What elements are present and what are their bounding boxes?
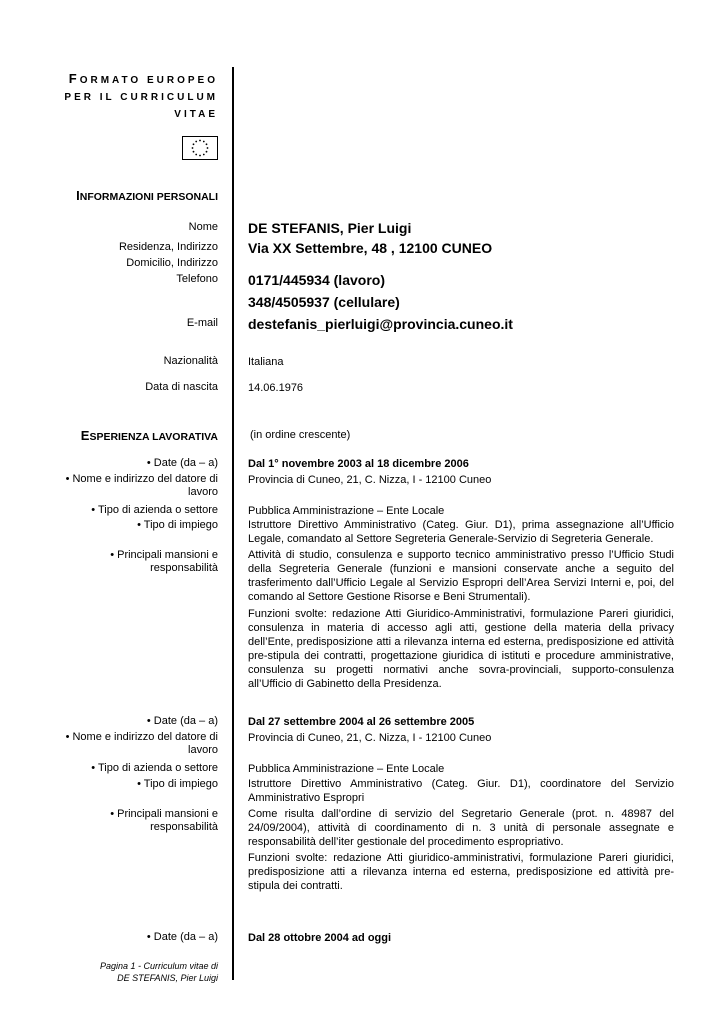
entry-1-job: Istruttore Direttivo Amministrativo (Categ. Giur. D1), prima assegnazione all’Ufficio Legale, comandato al Settore Segreteria Generale-Servizio di Segreteria Generale. <box>248 519 674 545</box>
entry-1-duties-label: • Principali mansioni e responsabilità <box>110 549 218 574</box>
entry-1-duties-2: Funzioni svolte: redazione Atti Giuridico-Amministrativi, formulazione Pareri giuridici, consulenza in materia di accesso agli atti, gestione della materia della privacy dell’Ente, predisposizione atti a rilevanza interna ed esterna, predisposizione ed attività pre-stipula dei contratti, progettazione giuridica di istituti e procedure amministrative, consulenza su progetti normativi anche sovra-provinciali, supporto-consulenza all’Ufficio di Gabinetto della Presidenza. <box>248 608 674 690</box>
entry-2-sector: Pubblica Amministrazione – Ente Locale <box>248 763 445 775</box>
name-value: DE STEFANIS, Pier Luigi <box>248 220 412 236</box>
domicile-label: Domicilio, Indirizzo <box>126 257 218 269</box>
birth-label: Data di nascita <box>145 381 218 393</box>
nationality-value: Italiana <box>248 356 284 368</box>
phone-work: 0171/445934 (lavoro) <box>248 272 385 288</box>
title-line-3: VITAE <box>174 109 218 120</box>
entry-1-date: Dal 1° novembre 2003 al 18 dicembre 2006 <box>248 458 469 470</box>
address-value: Via XX Settembre, 48 , 12100 CUNEO <box>248 240 493 256</box>
section-heading-personal: INFORMAZIONI PERSONALI <box>76 188 218 203</box>
title-line-2: PER IL CURRICULUM <box>64 92 218 103</box>
entry-1-sector: Pubblica Amministrazione – Ente Locale <box>248 505 445 517</box>
eu-stars-circle <box>183 137 217 159</box>
entry-3-date: Dal 28 ottobre 2004 ad oggi <box>248 932 392 944</box>
footer-line-1: Pagina 1 - Curriculum vitae di <box>99 961 218 971</box>
entry-2-job: Istruttore Direttivo Amministrativo (Categ. Giur. D1), coordinatore del Servizio Amministrativo Espropri <box>248 778 674 804</box>
entry-1-sector-label: • Tipo di azienda o settore <box>91 504 218 516</box>
entry-1-employer: Provincia di Cuneo, 21, C. Nizza, I - 12100 Cuneo <box>248 474 492 486</box>
entry-3-date-label: • Date (da – a) <box>146 931 218 943</box>
entry-1-job-label: • Tipo di impiego <box>137 519 218 531</box>
email-label: E-mail <box>186 317 218 329</box>
phone-mobile: 348/4505937 (cellulare) <box>248 294 400 310</box>
entry-1-employer-label: • Nome e indirizzo del datore di lavoro <box>65 473 218 498</box>
entry-2-employer: Provincia di Cuneo, 21, C. Nizza, I - 12100 Cuneo <box>248 732 492 744</box>
page-footer <box>40 960 218 984</box>
entry-1-date-label: • Date (da – a) <box>146 457 218 469</box>
eu-flag-icon <box>182 136 218 160</box>
footer-line-2: DE STEFANIS, Pier Luigi <box>117 973 218 983</box>
residence-label: Residenza, Indirizzo <box>118 241 218 253</box>
entry-2-sector-label: • Tipo di azienda o settore <box>91 762 218 774</box>
section-heading-experience: ESPERIENZA LAVORATIVA <box>80 428 218 443</box>
title-line-1: FORMATO EUROPEO <box>68 71 218 86</box>
phone-label: Telefono <box>176 273 218 285</box>
entry-2-employer-label: • Nome e indirizzo del datore di lavoro <box>65 731 218 756</box>
entry-2-duties-label: • Principali mansioni e responsabilità <box>110 808 218 833</box>
birth-value: 14.06.1976 <box>248 382 304 394</box>
vertical-divider <box>232 67 234 980</box>
entry-2-job-label: • Tipo di impiego <box>137 778 218 790</box>
entry-2-duties-2: Funzioni svolte: redazione Atti giuridico-amministrativi, formulazione Pareri giuridici, predisposizione atti a rilevanza interna ed esterna, predisposizione ed attività pre-stipula dei contratti. <box>248 852 674 892</box>
entry-2-date: Dal 27 settembre 2004 al 26 settembre 2005 <box>248 716 475 728</box>
nationality-label: Nazionalità <box>163 355 218 367</box>
entry-1-duties-1: Attività di studio, consulenza e supporto tecnico amministrativo presso l’Ufficio Studi della Segreteria Generale (funzioni e mansioni conservate anche a seguito del trasferimento dall’Ufficio Legale al Servizio Espropri dell’Area Servizi Interni e, poi, del comando al Settore Gestione Risorse e Beni Strumentali). <box>248 549 674 603</box>
order-note: (in ordine crescente) <box>250 429 351 441</box>
name-label: Nome <box>188 221 218 233</box>
entry-2-duties-1: Come risulta dall’ordine di servizio del Segretario Generale (prot. n. 48987 del 24/09/2004), attività di coordinamento di n. 3 unità di personale assegnate e responsabilità dell’iter gestionale del procedimento espropriativo. <box>248 808 674 848</box>
email-value[interactable]: destefanis_pierluigi@provincia.cuneo.it <box>248 316 513 332</box>
document-title <box>40 70 218 123</box>
entry-2-date-label: • Date (da – a) <box>146 715 218 727</box>
